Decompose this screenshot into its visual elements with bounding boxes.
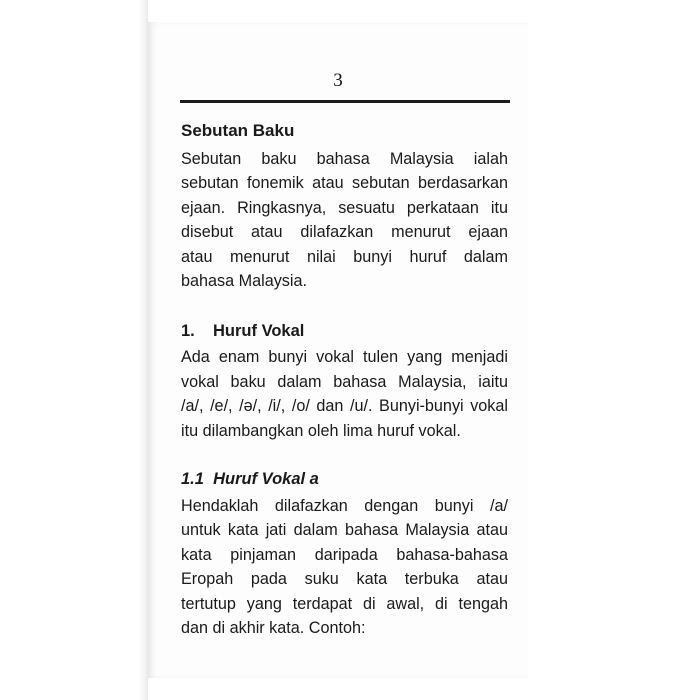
heading-huruf-vokal <box>181 319 508 344</box>
text-line: untuk kata jati dalam bahasa Malaysia atau <box>181 521 508 539</box>
text-line: disebut atau dilafazkan menurut ejaan <box>181 223 508 241</box>
vokal-a-paragraph <box>181 494 508 641</box>
section-title: Sebutan Baku <box>181 121 295 140</box>
header-rule <box>180 100 510 103</box>
text-line: Sebutan baku bahasa Malaysia ialah <box>181 149 508 168</box>
vokal-paragraph <box>181 345 508 443</box>
book-page <box>148 22 528 678</box>
text-line: kata pinjaman daripada bahasa-bahasa <box>181 545 508 564</box>
intro-paragraph <box>181 147 508 294</box>
page-number: 3 <box>333 70 343 91</box>
text-line: itu dilambangkan oleh lima huruf vokal. <box>181 421 461 440</box>
text-line: vokal baku dalam bahasa Malaysia, iaitu <box>181 372 508 391</box>
text-line: /a/, /e/, /ə/, /i/, /o/ dan /u/. Bunyi-bunyi vokal <box>181 397 508 415</box>
heading-huruf-vokal-a: 1.1 Huruf Vokal a <box>181 470 319 488</box>
text-line: bahasa Malaysia. <box>181 272 307 290</box>
text-line: tertutup yang terdapat di awal, di tengah <box>181 594 508 613</box>
page-content <box>181 119 508 641</box>
text-line: ejaan. Ringkasnya, sesuatu perkataan itu <box>181 198 508 217</box>
text-line: atau menurut nilai bunyi huruf dalam <box>181 247 508 266</box>
text-line: Eropah pada suku kata terbuka atau <box>181 570 508 588</box>
text-line: Hendaklah dilafazkan dengan bunyi /a/ <box>181 496 508 515</box>
text-line: dan di akhir kata. Contoh: <box>181 619 366 637</box>
text-line: sebutan fonemik atau sebutan berdasarkan <box>181 174 508 192</box>
background-shadow <box>0 0 148 700</box>
text-line: Ada enam bunyi vokal tulen yang menjadi <box>181 348 508 366</box>
heading-title: Huruf Vokal <box>213 321 305 340</box>
heading-number: 1. <box>181 321 195 340</box>
